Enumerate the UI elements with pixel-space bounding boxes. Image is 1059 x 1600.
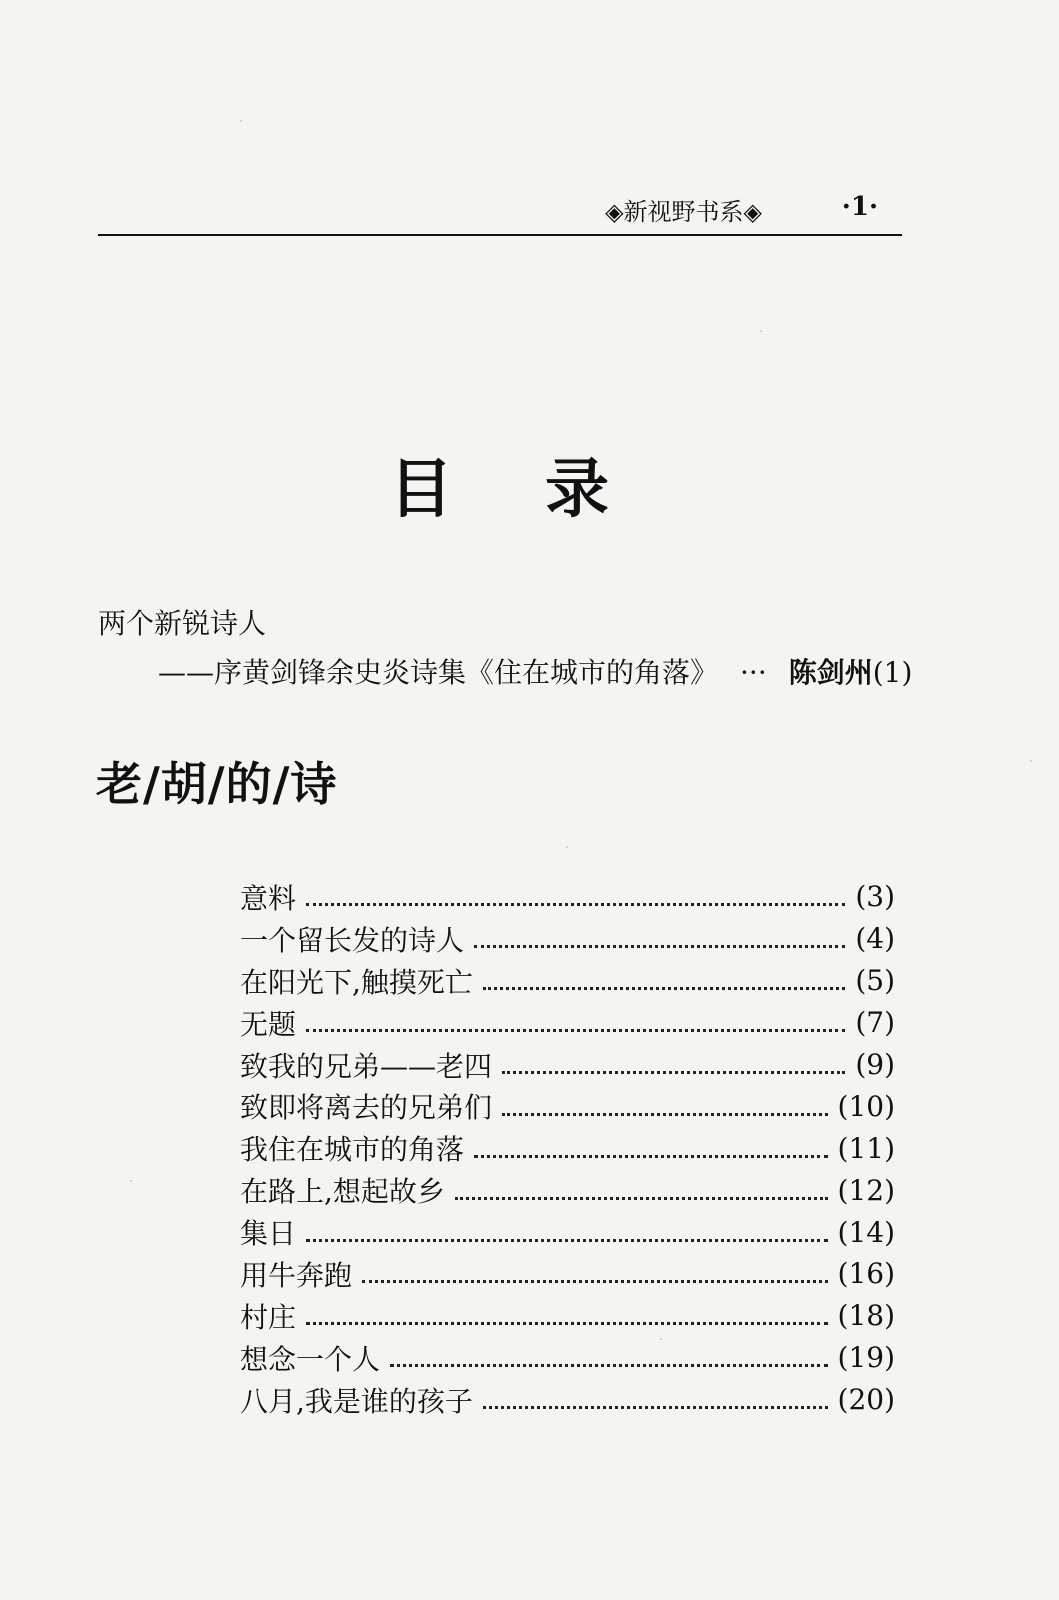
dot-leader — [483, 1406, 828, 1409]
dot-leader — [502, 1113, 828, 1116]
page-number: ·1· — [841, 192, 878, 222]
entry-page: (10) — [837, 1089, 895, 1123]
preface-subtitle: ——序黄剑锋余史炎诗集《住在城市的角落》 — [158, 656, 719, 689]
entry-title: 一个留长发的诗人 — [240, 923, 465, 957]
dot-leader — [306, 1239, 828, 1242]
toc-entry — [240, 1337, 895, 1379]
preface-entry — [158, 651, 913, 691]
entry-page: (12) — [837, 1173, 895, 1207]
scan-speck — [240, 120, 242, 122]
dot-leader — [455, 1197, 828, 1200]
entry-page: (16) — [837, 1257, 895, 1291]
entry-title: 用牛奔跑 — [240, 1258, 353, 1292]
toc-entry — [240, 1379, 895, 1421]
page-title — [0, 438, 1000, 530]
toc-entry — [240, 1044, 895, 1086]
entry-page: (18) — [837, 1299, 895, 1333]
preface-title: 两个新锐诗人 — [98, 607, 267, 640]
dot-leader — [306, 1322, 828, 1325]
scan-speck — [760, 330, 762, 332]
entry-title: 致我的兄弟——老四 — [240, 1049, 493, 1083]
entry-title: 意料 — [240, 881, 297, 915]
entry-page: (11) — [837, 1131, 895, 1165]
dot-leader — [362, 1280, 828, 1283]
entry-title: 集日 — [240, 1217, 297, 1251]
dot-leader — [483, 987, 845, 990]
toc-entry — [240, 1127, 895, 1169]
toc-entry — [240, 876, 895, 918]
entry-title: 我住在城市的角落 — [240, 1133, 465, 1167]
entry-title: 无题 — [240, 1007, 297, 1041]
entry-page: (20) — [837, 1383, 895, 1417]
scan-speck — [566, 846, 568, 848]
series-name: ◈新视野书系◈ — [605, 198, 762, 226]
entry-page: (19) — [837, 1341, 895, 1375]
section-title: 老/胡/的/诗 — [96, 757, 338, 811]
dot-leader — [390, 1364, 828, 1367]
entry-title: 想念一个人 — [240, 1342, 381, 1376]
dot-leader — [306, 1029, 845, 1032]
toc-entry — [240, 1169, 895, 1211]
entry-title: 村庄 — [240, 1300, 297, 1334]
scan-speck — [660, 1338, 662, 1340]
toc-entry — [240, 918, 895, 960]
entry-page: (14) — [837, 1215, 895, 1249]
preface-leader: ··· — [740, 656, 767, 689]
dot-leader — [474, 945, 845, 948]
entry-title: 八月,我是谁的孩子 — [240, 1384, 473, 1418]
entry-page: (3) — [855, 880, 895, 914]
preface-author: 陈剑州 — [788, 656, 873, 689]
title-char: 录 — [545, 453, 611, 527]
toc-entry — [240, 1211, 895, 1253]
toc-entry — [240, 1253, 895, 1295]
dot-leader — [306, 903, 845, 906]
toc-entry — [240, 960, 895, 1002]
entry-title: 致即将离去的兄弟们 — [240, 1091, 493, 1125]
entry-title: 在路上,想起故乡 — [240, 1175, 445, 1209]
scan-speck — [130, 1180, 132, 1182]
toc-list — [240, 876, 895, 1421]
entry-page: (7) — [855, 1006, 895, 1040]
toc-entry — [240, 1295, 895, 1337]
dot-leader — [474, 1155, 828, 1158]
toc-entry — [240, 1002, 895, 1044]
title-char: 目 — [389, 453, 455, 527]
entry-page: (5) — [855, 964, 895, 998]
entry-page: (4) — [855, 922, 895, 956]
preface-page: (1) — [872, 656, 913, 689]
entry-title: 在阳光下,触摸死亡 — [240, 965, 473, 999]
scan-speck — [1030, 760, 1032, 762]
running-header — [98, 188, 902, 236]
dot-leader — [502, 1071, 845, 1074]
entry-page: (9) — [855, 1048, 895, 1081]
toc-entry — [240, 1085, 895, 1127]
